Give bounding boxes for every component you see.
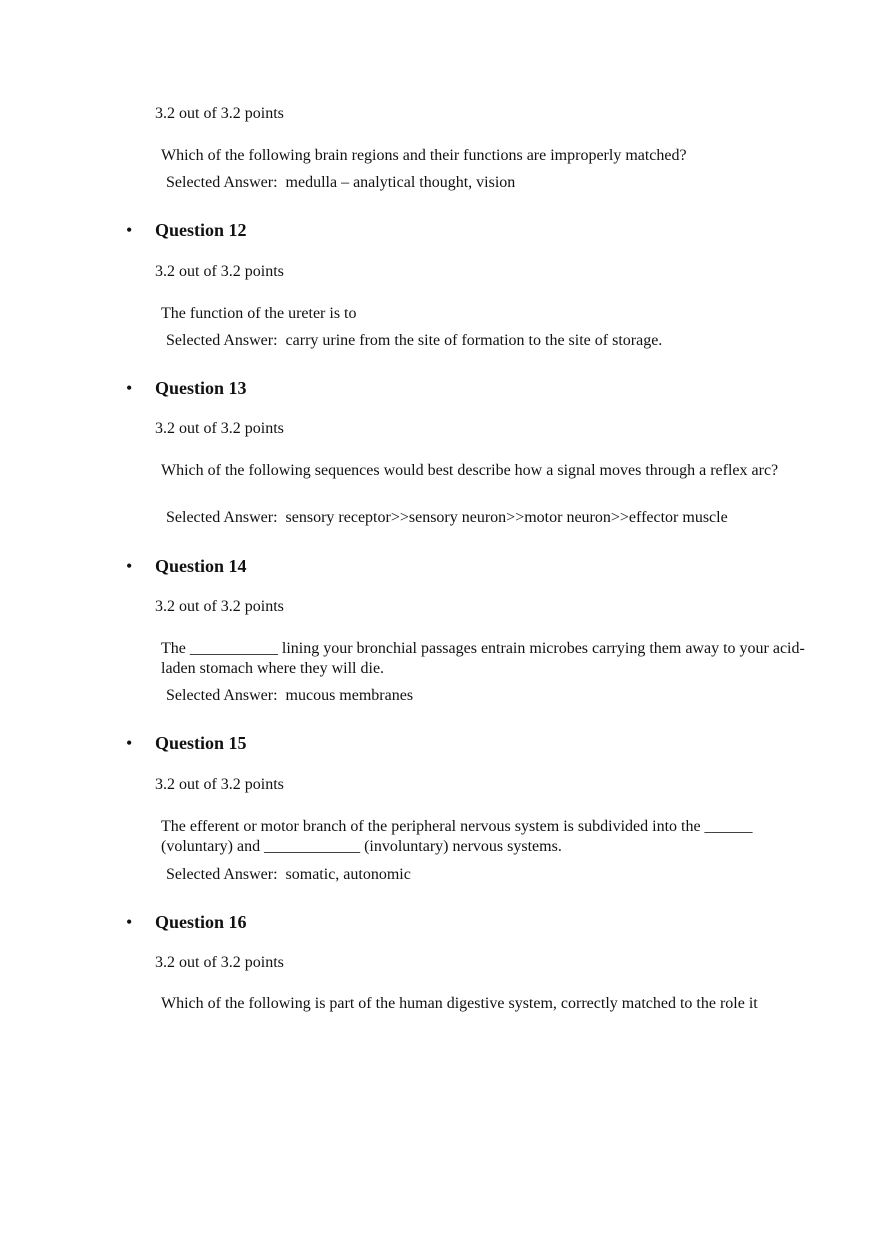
points: 3.2 out of 3.2 points — [155, 105, 284, 122]
selected-answer — [166, 865, 411, 885]
points: 3.2 out of 3.2 points — [155, 263, 284, 280]
question-text: The function of the ureter is to — [161, 305, 357, 322]
points: 3.2 out of 3.2 points — [155, 420, 284, 437]
answer-value: somatic, autonomic — [285, 866, 411, 883]
answer-label: Selected Answer: — [166, 332, 278, 349]
answer-value: mucous membranes — [285, 687, 414, 704]
answer-label: Selected Answer: — [166, 687, 278, 704]
answer-label: Selected Answer: — [166, 509, 278, 526]
question-text: Which of the following is part of the human digestive system, correctly matched to the role it — [161, 995, 758, 1012]
answer-label: Selected Answer: — [166, 866, 278, 883]
question-text: The ___________ lining your bronchial passages entrain microbes carrying them away to your acid-laden stomach where they will die. — [161, 640, 805, 677]
answer-value: carry urine from the site of formation to the site of storage. — [285, 332, 663, 349]
question-title: Question 16 — [155, 912, 247, 932]
bullet: • — [126, 556, 133, 576]
points: 3.2 out of 3.2 points — [155, 776, 284, 793]
answer-value: sensory receptor>>sensory neuron>>motor neuron>>effector muscle — [285, 509, 728, 526]
bullet: • — [126, 220, 133, 240]
answer-value: medulla – analytical thought, vision — [285, 174, 516, 191]
question-text: Which of the following brain regions and their functions are improperly matched? — [161, 147, 687, 164]
bullet: • — [126, 378, 133, 398]
points: 3.2 out of 3.2 points — [155, 598, 284, 615]
bullet: • — [126, 912, 133, 932]
selected-answer — [166, 508, 728, 528]
question-text: Which of the following sequences would best describe how a signal moves through a reflex arc? — [161, 462, 779, 479]
selected-answer — [166, 331, 662, 351]
question-title: Question 13 — [155, 378, 247, 398]
question-title: Question 15 — [155, 733, 247, 753]
answer-label: Selected Answer: — [166, 174, 278, 191]
question-title: Question 14 — [155, 556, 247, 576]
bullet: • — [126, 733, 133, 753]
points: 3.2 out of 3.2 points — [155, 954, 284, 971]
question-text: The efferent or motor branch of the peripheral nervous system is subdivided into the ______ (voluntary) and ____________ (involuntary) nervous systems. — [161, 818, 753, 855]
question-title: Question 12 — [155, 220, 247, 240]
selected-answer — [166, 173, 515, 193]
selected-answer — [166, 686, 413, 706]
